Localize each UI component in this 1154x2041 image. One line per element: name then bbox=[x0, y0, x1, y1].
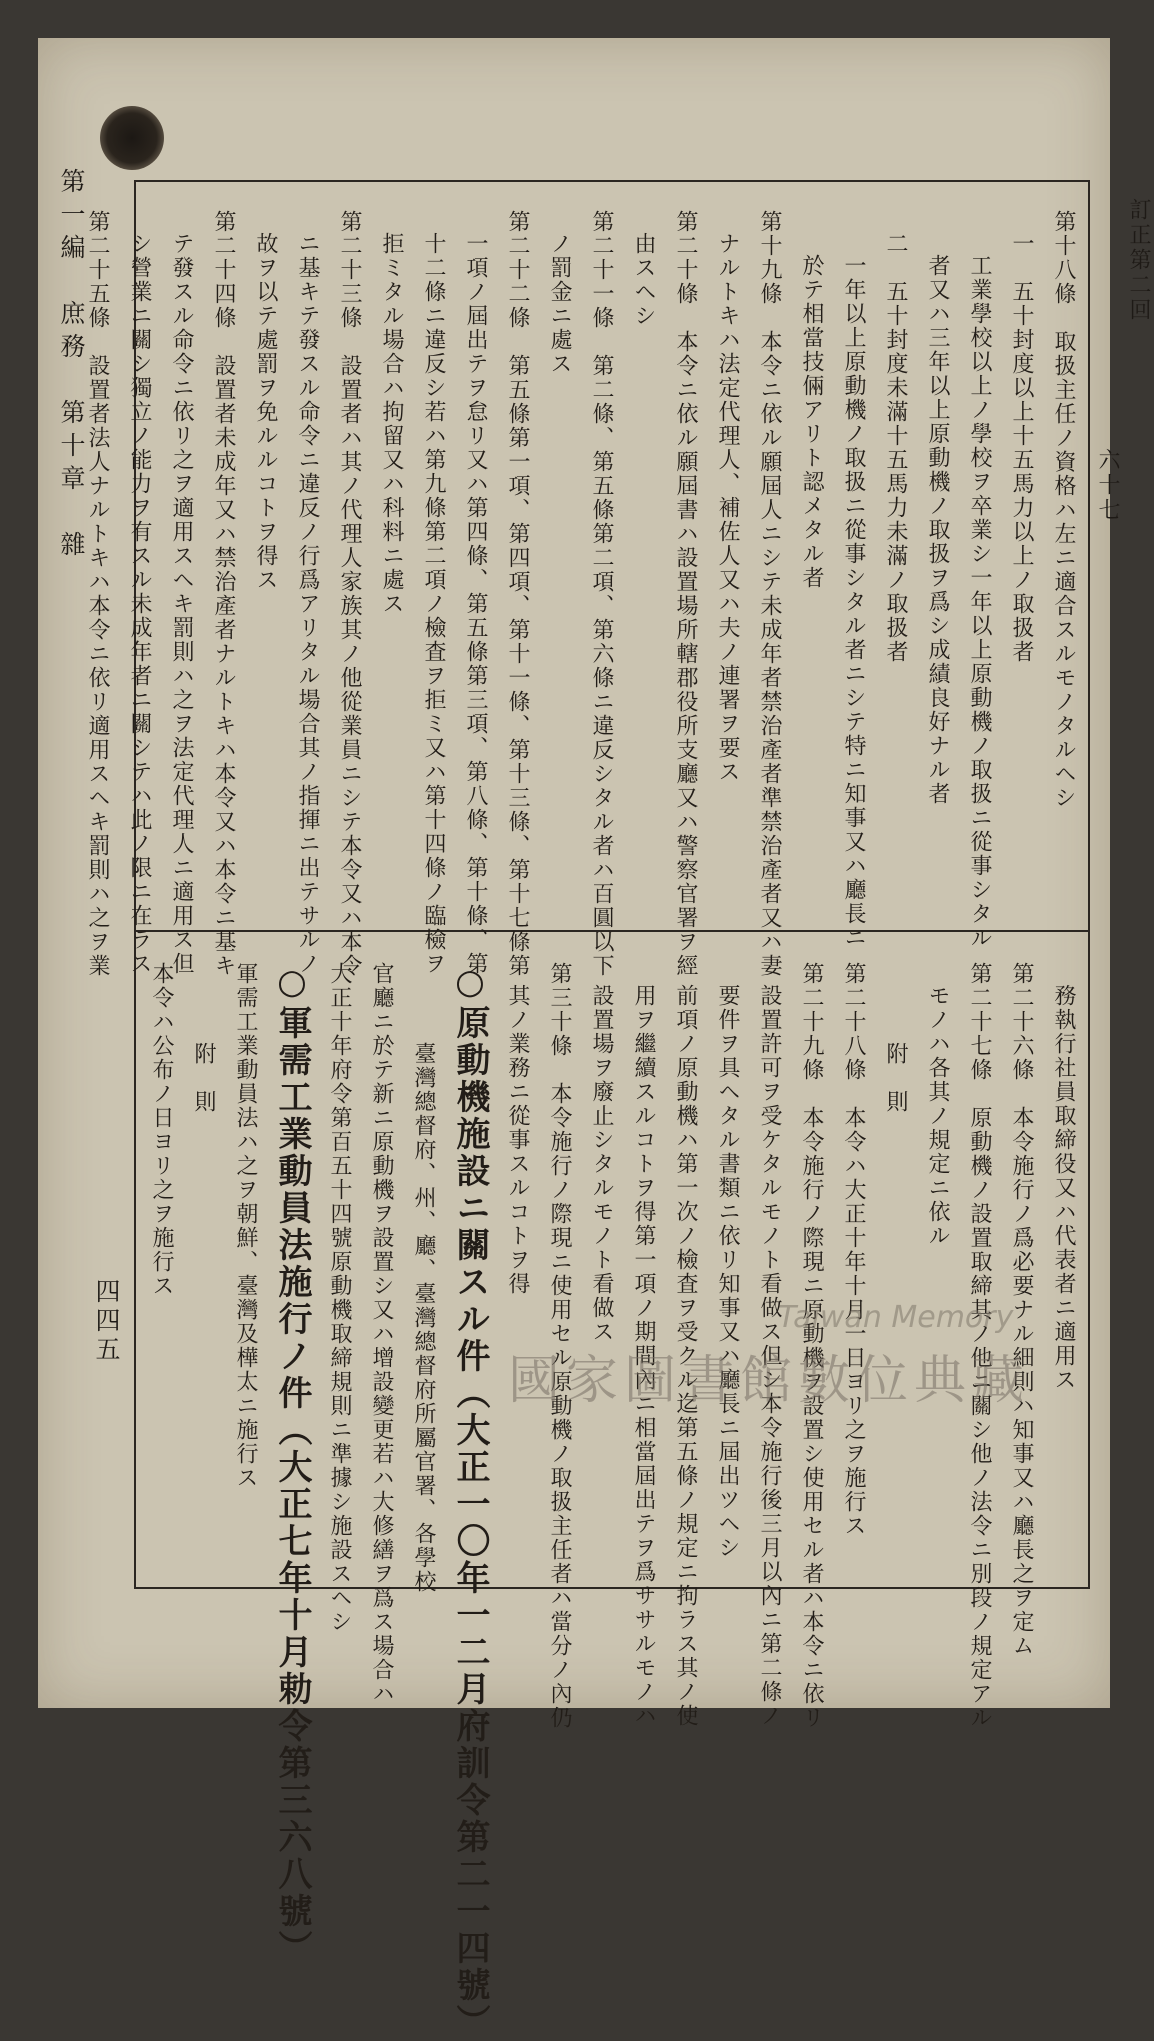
watermark-english: Taiwan Memory bbox=[778, 1300, 1014, 1335]
text-line: ナルトキハ法定代理人、補佐人又ハ夫ノ連署ヲ要ス bbox=[715, 232, 740, 784]
text-line: 第二十四條 設置者未成年又ハ禁治產者ナルトキハ本令又ハ本令ニ基キ bbox=[211, 210, 236, 978]
revision-label: 訂正第二回 bbox=[1126, 198, 1151, 323]
text-line: 工業學校以上ノ學校ヲ卒業シ一年以上原動機ノ取扱ニ從事シタル bbox=[967, 254, 992, 950]
text-line: 二 五十封度未滿十五馬力未滿ノ取扱者 bbox=[883, 232, 908, 664]
text-line: 務執行社員取締役又ハ代表者ニ適用ス bbox=[1051, 984, 1076, 1392]
text-line: 第二十七條 原動機ノ設置取締其ノ他ニ關シ他ノ法令ニ別段ノ規定アル bbox=[967, 962, 992, 1730]
text-line: 故ヲ以テ處罰ヲ免ルルコトヲ得ス bbox=[253, 232, 278, 592]
text-line: 第三十條 本令施行ノ際現ニ使用セル原動機ノ取扱主任者ハ當分ノ內仍 bbox=[547, 962, 572, 1730]
text-line: 軍需工業動員法ハ之ヲ朝鮮、臺灣及樺太ニ施行ス bbox=[233, 962, 258, 1490]
text-line: 第二十二條 第五條第一項、第四項、第十一條、第十三條、第十七條第 bbox=[505, 210, 530, 978]
text-line: 於テ相當技倆アリト認メタル者 bbox=[799, 254, 824, 590]
page-header bbox=[1092, 198, 1154, 523]
text-line: 一項ノ屆出テヲ怠リ又ハ第四條、第五條第三項、第八條、第十條、第 bbox=[463, 232, 488, 976]
text-line: 一 五十封度以上十五馬力以上ノ取扱者 bbox=[1009, 232, 1034, 664]
text-line: ノ罰金ニ處ス bbox=[547, 232, 572, 376]
page-number-kanji: 六十七 bbox=[1095, 448, 1120, 523]
section-title: ○原動機施設ニ關スル件（大正一〇年一二月府訓令第二一四號） bbox=[450, 962, 490, 2041]
text-line: モノハ各其ノ規定ニ依ル bbox=[925, 984, 950, 1248]
text-line: 第十八條 取扱主任ノ資格ハ左ニ適合スルモノタルヘシ bbox=[1051, 210, 1076, 810]
text-line: 其ノ業務ニ從事スルコトヲ得 bbox=[505, 984, 530, 1296]
gutter-page-number: 四四五 bbox=[92, 1278, 121, 1365]
text-line: 設置許可ヲ受ケタルモノト看做ス但シ本令施行後三月以內ニ第二條ノ bbox=[757, 984, 782, 1728]
text-line: 十二條ニ違反シ若ハ第九條第二項ノ檢査ヲ拒ミ又ハ第十四條ノ臨檢ヲ bbox=[421, 232, 446, 976]
text-line: 第十九條 本令ニ依ル願屆人ニシテ未成年者禁治產者準禁治產者又ハ妻 bbox=[757, 210, 782, 978]
upper-text-block bbox=[85, 210, 1084, 978]
appendix-heading: 附 則 bbox=[191, 1042, 216, 1114]
text-line: テ發スル命令ニ依リ之ヲ適用スヘキ罰則ハ之ヲ法定代理人ニ適用ス但 bbox=[169, 232, 194, 976]
text-line: 第二十三條 設置者ハ其ノ代理人家族其ノ他從業員ニシテ本令又ハ本令 bbox=[337, 210, 362, 978]
section-title: ○軍需工業動員法施行ノ件（大正七年十月勅令第三六八號） bbox=[272, 962, 312, 1967]
text-line: 用ヲ繼續スルコトヲ得第一項ノ期間內ニ相當屆出テヲ爲ササルモノハ bbox=[631, 984, 656, 1728]
text-line: 設置場ヲ廢止シタルモノト看做ス bbox=[589, 984, 614, 1344]
text-line: シ營業ニ關シ獨立ノ能力ヲ有スル未成年者ニ關シテハ此ノ限ニ在ラス bbox=[127, 232, 152, 976]
document-page bbox=[38, 38, 1151, 2041]
text-line: 拒ミタル場合ハ拘留又ハ科料ニ處ス bbox=[379, 232, 404, 616]
text-line: 第二十條 本令ニ依ル願屆書ハ設置場所轄郡役所支廳又ハ警察官署ヲ經 bbox=[673, 210, 698, 978]
text-line: 一年以上原動機ノ取扱ニ從事シタル者ニシテ特ニ知事又ハ廳長ニ bbox=[841, 254, 866, 950]
text-line: 者又ハ三年以上原動機ノ取扱ヲ爲シ成績良好ナル者 bbox=[925, 254, 950, 806]
watermark: 國家圖書館數位典藏 bbox=[508, 1351, 1031, 1411]
text-line: 第二十八條 本令ハ大正十年十月一日ヨリ之ヲ施行ス bbox=[841, 962, 866, 1538]
section-gutter: 第一編 庶務 第十章 雜 bbox=[57, 168, 86, 564]
text-line: 第二十五條 設置者法人ナルトキハ本令ニ依リ適用スヘキ罰則ハ之ヲ業 bbox=[85, 210, 110, 978]
text-line: 本令ハ公布ノ日ヨリ之ヲ施行ス bbox=[149, 962, 174, 1298]
text-line: 官廳ニ於テ新ニ原動機ヲ設置シ又ハ增設變更若ハ大修繕ヲ爲ス場合ハ bbox=[369, 962, 394, 1706]
binding-hole bbox=[100, 106, 164, 170]
text-line: 第二十一條 第二條、第五條第二項、第六條ニ違反シタル者ハ百圓以下 bbox=[589, 210, 614, 978]
text-line: 第二十六條 本令施行ノ爲必要ナル細則ハ知事又ハ廳長之ヲ定ム bbox=[1009, 962, 1034, 1658]
appendix-heading: 附 則 bbox=[883, 1042, 908, 1114]
text-line: 臺灣總督府、州、廳、臺灣總督府所屬官署、各學校 bbox=[411, 1042, 436, 1594]
text-line: 要件ヲ具ヘタル書類ニ依リ知事又ハ廳長ニ屆出ツヘシ bbox=[715, 984, 740, 1560]
text-line: 前項ノ原動機ハ第一次ノ檢査ヲ受クル迄第五條ノ規定ニ拘ラス其ノ使 bbox=[673, 984, 698, 1728]
text-line: 大正十年府令第百五十四號原動機取締規則ニ準據シ施設スヘシ bbox=[327, 962, 352, 1634]
text-line: ニ基キテ發スル命令ニ違反ノ行爲アリタル場合其ノ指揮ニ出テサルノ bbox=[295, 232, 320, 976]
text-line: 由スヘシ bbox=[631, 232, 656, 328]
lower-text-block bbox=[149, 962, 1084, 2041]
text-line: 第二十九條 本令施行ノ際現ニ原動機ヲ設置シ使用セル者ハ本令ニ依リ bbox=[799, 962, 824, 1730]
